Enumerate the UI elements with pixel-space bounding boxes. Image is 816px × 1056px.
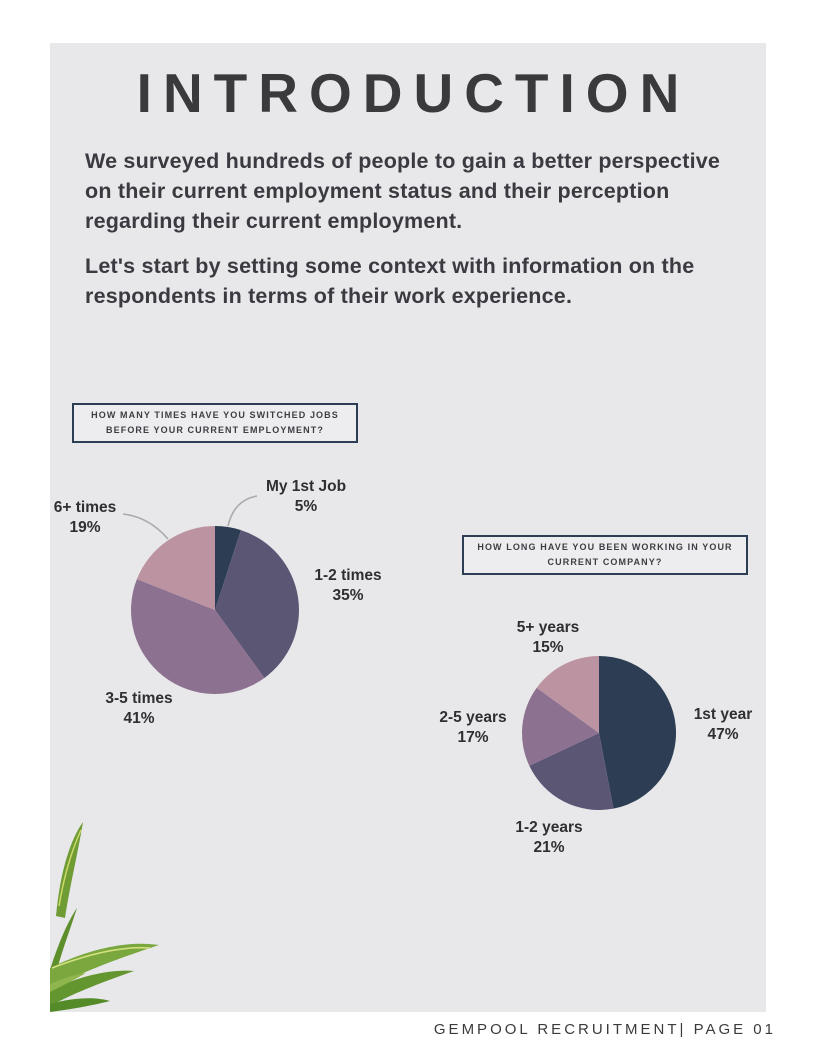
intro-paragraph-1: We surveyed hundreds of people to gain a better perspective on their current employment status and their perception regarding their current employment. <box>85 149 721 234</box>
pie1-label-my-1st-job <box>241 477 371 517</box>
slice-percent: 47% <box>707 726 739 743</box>
slice-percent: 21% <box>533 839 565 856</box>
content-panel <box>50 43 766 1012</box>
slice-label: 1-2 years <box>515 819 583 836</box>
leaf-decoration-image <box>50 818 220 1012</box>
slice-label: 1st year <box>693 706 753 723</box>
intro-paragraph-2: Let's start by setting some context with information on the respondents in terms of their work experience. <box>85 254 695 309</box>
page-footer: GEMPOOL RECRUITMENT| PAGE 01 <box>433 1021 776 1038</box>
pie2-label-1st-year <box>658 705 788 745</box>
slice-label: 3-5 times <box>105 690 173 707</box>
slice-label: My 1st Job <box>265 478 347 495</box>
slice-label: 5+ years <box>516 619 580 636</box>
slice-label: 1-2 times <box>314 567 382 584</box>
pie2-label-1-2-years <box>484 818 614 858</box>
slice-percent: 19% <box>69 519 101 536</box>
slice-percent: 35% <box>332 587 364 604</box>
chart2-title-box <box>462 535 748 575</box>
pie1-label-3-5-times <box>74 689 204 729</box>
pie1-label-6-plus-times <box>20 498 150 538</box>
slice-label: 2-5 years <box>439 709 507 726</box>
slice-percent: 41% <box>123 710 155 727</box>
chart2-title: HOW LONG HAVE YOU BEEN WORKING IN YOUR CURRENT COMPANY? <box>477 542 733 567</box>
slice-percent: 15% <box>532 639 564 656</box>
chart1-title: HOW MANY TIMES HAVE YOU SWITCHED JOBS BEFORE YOUR CURRENT EMPLOYMENT? <box>91 410 339 435</box>
slice-percent: 5% <box>294 498 318 515</box>
page-title: INTRODUCTION <box>136 62 691 124</box>
slice-label: 6+ times <box>53 499 117 516</box>
pie2-label-5-plus-years <box>483 618 613 658</box>
pie2-label-2-5-years <box>408 708 538 748</box>
slice-percent: 17% <box>457 729 489 746</box>
chart1-title-box <box>72 403 358 443</box>
pie1-label-1-2-times <box>283 566 413 606</box>
